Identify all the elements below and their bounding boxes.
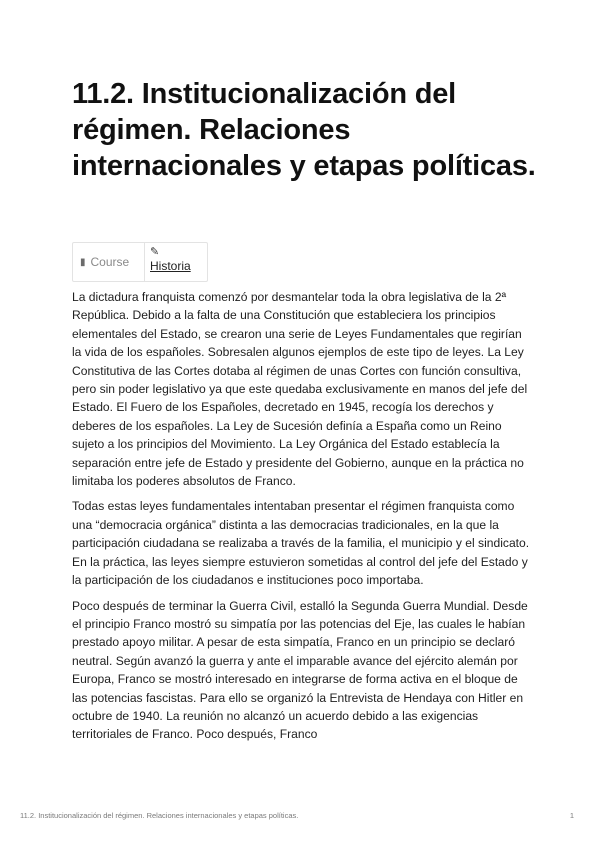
paragraph: Poco después de terminar la Guerra Civil, estalló la Segunda Guerra Mundial. Desde el principio Franco mostró su simpatía por las potencias del Eje, las cuales le habían prestado apoyo militar. A pesar de esta simpatía, Franco en un principio se declaró neutral. Según avanzó la guerra y ante el imparable avance del ejército alemán por Europa, Franco se mostró interesado en integrarse de forma activa en el bloque de las potencias fascistas. Para ello se organizó la Entrevista de Hendaya con Hitler en octubre de 1940. La reunión no alcanzó un acuerdo debido a las exigencias territoriales de Franco. Poco después, Franco — [72, 598, 528, 742]
page-number: 1 — [569, 811, 574, 820]
page-title: 11.2. Institucionalización del régimen. Relaciones internacionales y etapas políticas. — [72, 78, 536, 182]
page-footer — [20, 811, 574, 820]
properties-table — [72, 242, 208, 282]
footer-text: 11.2. Institucionalización del régimen. Relaciones internacionales y etapas políticas. — [20, 811, 299, 820]
pencil-icon: ✎ — [150, 246, 160, 258]
property-key-label: Course — [90, 255, 130, 269]
paragraph: La dictadura franquista comenzó por desmantelar toda la obra legislativa de la 2ª República. Debido a la falta de una Constitución que estableciera los principios elementales del Estado, se crearon una serie de Leyes Fundamentales que regirían la vida de los españoles. Sobresalen algunos ejemplos de este tipo de leyes. La Ley Constitutiva de las Cortes dotaba al régimen de unas Cortes con función consultiva, pero sin poder legislativo ya que este quedaba exclusivamente en manos del jefe del Estado. El Fuero de los Españoles, decretado en 1945, recogía los derechos y deberes de los españoles. La Ley de Sucesión definía a España como un Reino sujeto a los principios del Movimiento. La Ley Orgánica del Estado establecía la separación entre jefe de Estado y presidente del Gobierno, aunque en la práctica no limitaba los poderes absolutos de Franco. — [72, 290, 528, 489]
property-value — [145, 243, 207, 281]
body-text — [72, 288, 532, 751]
property-course — [73, 243, 145, 281]
historia-link[interactable]: Historia — [150, 259, 191, 273]
book-icon: ▮ — [80, 256, 86, 268]
paragraph: Todas estas leyes fundamentales intentaban presentar el régimen franquista como una “democracia orgánica” distinta a las democracias tradicionales, en la que la participación ciudadana se realizaba a través de la familia, el municipio y el sindicato. En la práctica, las leyes siempre estuvieron sometidas al control del jefe del Estado y la participación de los ciudadanos e instituciones poco importaba. — [72, 499, 530, 588]
